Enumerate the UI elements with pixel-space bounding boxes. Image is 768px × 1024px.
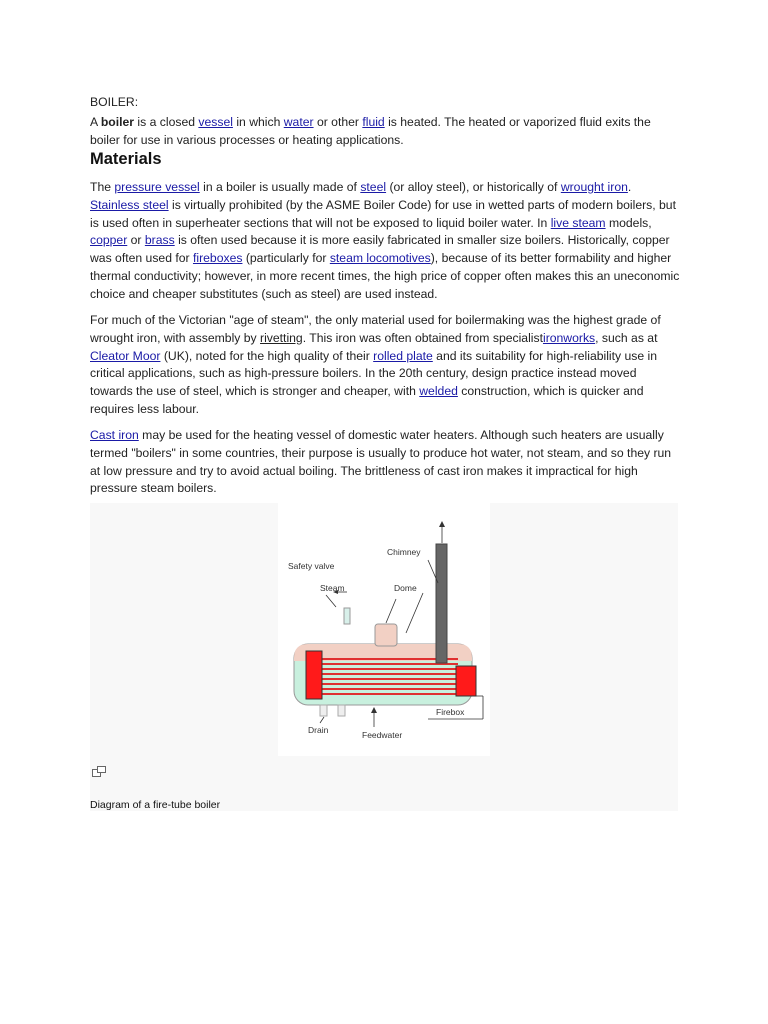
text: or other xyxy=(313,115,363,129)
text: is heated. The heated or vaporized fluid exits the boiler for use in various processes or heating applications. xyxy=(90,115,651,147)
label-steam: Steam xyxy=(320,583,345,593)
document-heading: BOILER: xyxy=(90,95,139,109)
text: is often used because it is more easily fabricated in smaller size boilers. Historically, copper was often used for xyxy=(90,233,670,266)
materials-paragraph-3 xyxy=(90,427,680,498)
text: ), because of its better formability and higher thermal conductivity; however, in more recent times, the high price of copper often makes this an uneconomic choice and cheaper substitutes (such as steel) are used instead. xyxy=(90,251,680,301)
text: in a boiler is usually made of xyxy=(199,180,361,194)
link-cast-iron[interactable]: Cast iron xyxy=(90,428,139,442)
label-drain: Drain xyxy=(308,725,329,735)
text: . xyxy=(627,180,632,194)
text: construction, which is quicker and requires less labour. xyxy=(90,384,644,416)
link-steam-locomotives[interactable]: steam locomotives xyxy=(329,251,431,266)
text: in which xyxy=(232,115,284,129)
text: or xyxy=(127,233,145,248)
enlarge-icon[interactable] xyxy=(92,765,106,777)
chimney xyxy=(436,544,447,663)
text: , such as at xyxy=(595,330,658,345)
fire-tube-boiler-diagram[interactable] xyxy=(278,503,490,756)
firebox xyxy=(456,666,476,696)
text: For much of the Victorian "age of steam", the only material used for boilermaking was the highest grade of wrought iron, with assembly by xyxy=(90,313,661,345)
link-copper[interactable]: copper xyxy=(90,233,128,248)
link-live-steam[interactable]: live steam xyxy=(550,215,606,230)
text: (UK), noted for the high quality of their xyxy=(160,348,374,363)
text: is a closed xyxy=(134,115,199,129)
link-ironworks[interactable]: ironworks xyxy=(542,330,596,345)
link-pressure-vessel[interactable]: pressure vessel xyxy=(114,180,200,194)
dome xyxy=(375,624,397,646)
label-dome: Dome xyxy=(394,583,417,593)
link-vessel[interactable]: vessel xyxy=(198,115,233,129)
link-cleator-moor[interactable]: Cleator Moor xyxy=(90,348,161,363)
materials-paragraph-2 xyxy=(90,312,680,419)
text: (particularly for xyxy=(242,251,330,266)
text: A xyxy=(90,115,101,129)
intro-paragraph xyxy=(90,114,680,150)
safety-valve xyxy=(344,608,350,624)
link-fireboxes[interactable]: fireboxes xyxy=(192,251,243,266)
enlarge-icon-svg xyxy=(92,766,106,778)
text: models, xyxy=(605,215,652,230)
link-steel[interactable]: steel xyxy=(360,180,387,194)
figure-caption: Diagram of a fire-tube boiler xyxy=(90,799,221,811)
text: and its suitability for high-reliability use in critical applications, such as high-pressure boilers. In the 20th century, design practice instead moved towards the use of steel, which is stronger and cheaper, with xyxy=(90,348,658,399)
link-welded[interactable]: welded xyxy=(419,384,458,399)
link-fluid[interactable]: fluid xyxy=(362,115,385,129)
front-smokebox xyxy=(306,651,322,699)
link-rolled-plate[interactable]: rolled plate xyxy=(373,348,433,363)
label-feedwater: Feedwater xyxy=(362,730,403,740)
text: may be used for the heating vessel of domestic water heaters. Although such heaters are usually termed "boilers" in some countries, their purpose is usually to produce hot water, not steam, and so they run at low pressure and try to avoid actual boiling. The brittleness of cast iron makes it impractical for high pressure steam boilers. xyxy=(90,428,672,496)
link-brass[interactable]: brass xyxy=(144,233,175,248)
label-firebox: Firebox xyxy=(436,707,465,717)
text: is virtually prohibited (by the ASME Boiler Code) for use in wetted parts of modern boilers, but is used often in superheater sections that will not be exposed to liquid boiler water. In xyxy=(90,197,676,230)
bold-term: boiler xyxy=(100,115,135,129)
figure-container xyxy=(90,503,678,811)
text: The xyxy=(90,180,115,194)
drain-pipe xyxy=(338,705,345,716)
boiler-diagram-svg xyxy=(278,503,490,756)
section-heading-materials: Materials xyxy=(90,150,162,168)
left-support xyxy=(320,705,327,716)
link-stainless-steel[interactable]: Stainless steel xyxy=(90,197,169,212)
materials-paragraph-1 xyxy=(90,179,680,304)
text: (or alloy steel), or historically of xyxy=(386,180,561,194)
text: . This iron was often obtained from specialist xyxy=(302,330,543,345)
link-rivetting[interactable]: rivetting xyxy=(260,330,303,345)
label-safety-valve: Safety valve xyxy=(288,561,335,571)
link-wrought-iron[interactable]: wrought iron xyxy=(560,180,628,194)
link-water[interactable]: water xyxy=(283,115,314,129)
label-chimney: Chimney xyxy=(387,547,421,557)
